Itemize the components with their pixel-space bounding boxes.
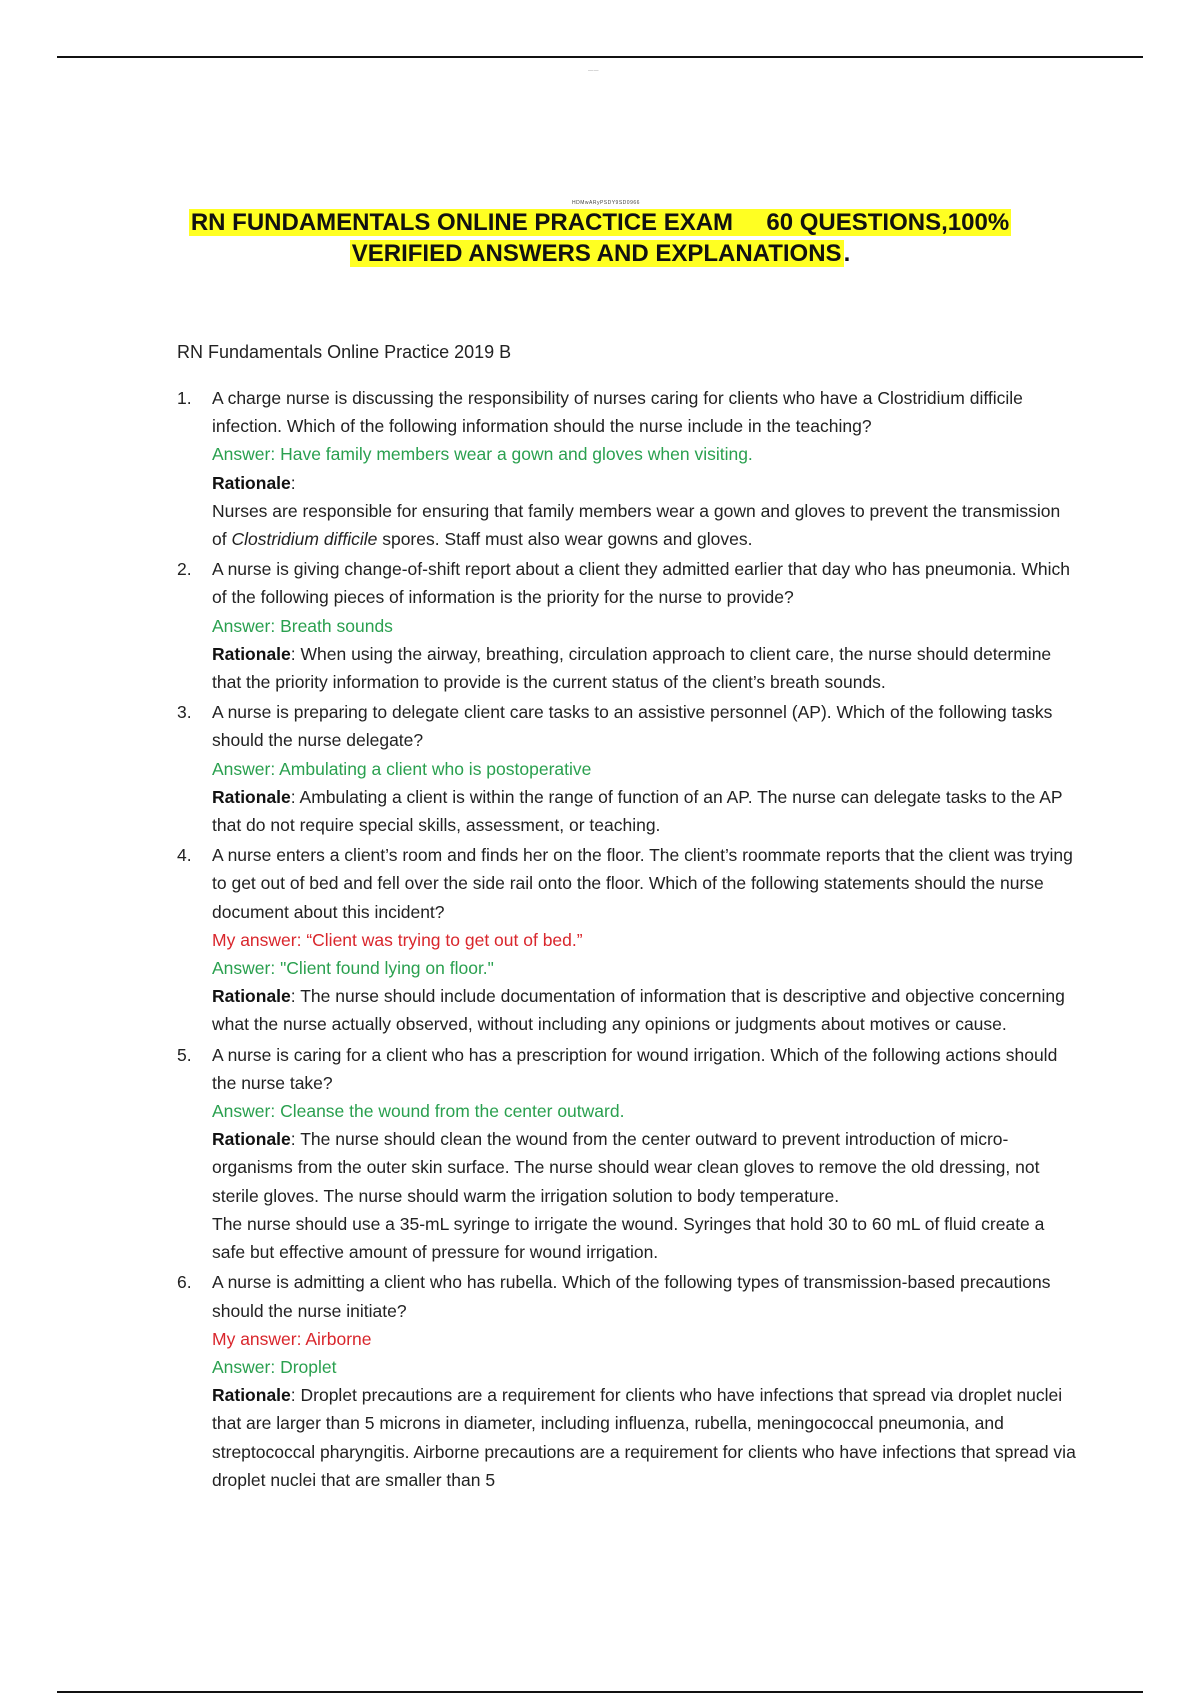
correct-answer: Answer: Ambulating a client who is postoperative — [212, 758, 592, 779]
question-number: 6. — [177, 1272, 192, 1293]
rationale-text: Rationale: The nurse should include documentation of information that is descriptive and objective concerning what the nurse actually observed, without including any opinions or judgments about motives or cause. — [212, 986, 1065, 1035]
question-number: 2. — [177, 559, 192, 580]
question-list — [177, 384, 1077, 1496]
header-mark: —— — [588, 68, 599, 74]
question-text: A nurse is caring for a client who has a prescription for wound irrigation. Which of the following actions should the nurse take? — [212, 1044, 1058, 1093]
rationale-text: Rationale: The nurse should clean the wound from the center outward to prevent introduction of micro-organisms from the outer skin surface. The nurse should wear clean gloves to remove the old dressing, not sterile gloves. The nurse should warm the irrigation solution to body temperature. — [212, 1129, 1040, 1206]
question-number: 1. — [177, 388, 192, 408]
question-text: A nurse is admitting a client who has rubella. Which of the following types of transmission-based precautions should the nurse initiate? — [212, 1272, 1051, 1321]
question-item — [177, 1041, 1077, 1267]
document-title: RN FUNDAMENTALS ONLINE PRACTICE EXAM 60 QUESTIONS,100% VERIFIED ANSWERS AND EXPLANATIONS. — [190, 209, 1010, 267]
my-answer: My answer: Airborne — [212, 1328, 372, 1349]
correct-answer: Answer: Cleanse the wound from the center outward. — [212, 1101, 625, 1122]
correct-answer: Answer: "Client found lying on floor." — [212, 958, 494, 979]
bottom-rule — [57, 1691, 1143, 1693]
correct-answer: Answer: Droplet — [212, 1356, 337, 1377]
question-text: A nurse is preparing to delegate client care tasks to an assistive personnel (AP). Which of the following tasks should the nurse delegate? — [212, 702, 1053, 751]
title-line-2: VERIFIED ANSWERS AND EXPLANATIONS — [351, 240, 842, 267]
question-item — [177, 698, 1077, 839]
rationale-text: Rationale: Droplet precautions are a requirement for clients who have infections that spread via droplet nuclei that are larger than 5 microns in diameter, including influenza, rubella, meningococcal pneumonia, and streptococcal pharyngitis. Airborne precautions are a requirement for clients who have infections that spread via droplet nuclei that are smaller than 5 — [212, 1385, 1076, 1490]
question-item — [177, 555, 1077, 696]
question-number: 4. — [177, 845, 192, 866]
document-code: HDMwARyPSDY9SD0966 — [572, 200, 640, 206]
correct-answer: Answer: Breath sounds — [212, 615, 393, 636]
rationale-text: Nurses are responsible for ensuring that family members wear a gown and gloves to prevent the transmission of Clostridium difficile spores. Staff must also wear gowns and gloves. — [212, 500, 1061, 550]
question-number: 3. — [177, 702, 192, 723]
title-line-1: RN FUNDAMENTALS ONLINE PRACTICE EXAM 60 QUESTIONS,100% — [190, 209, 1010, 236]
rationale-heading: Rationale: — [212, 472, 296, 493]
rationale-text: Rationale: Ambulating a client is within the range of function of an AP. The nurse can delegate tasks to the AP that do not require special skills, assessment, or teaching. — [212, 786, 1063, 836]
rationale-extra: The nurse should use a 35-mL syringe to irrigate the wound. Syringes that hold 30 to 60 mL of fluid create a safe but effective amount of pressure for wound irrigation. — [212, 1213, 1045, 1263]
top-rule — [57, 56, 1143, 58]
my-answer: My answer: “Client was trying to get out of bed.” — [212, 929, 583, 950]
question-text: A charge nurse is discussing the responsibility of nurses caring for clients who have a Clostridium difficile infection. Which of the following information should the nurse include in the teaching? — [212, 388, 1023, 437]
question-text: A nurse is giving change-of-shift report about a client they admitted earlier that day who has pneumonia. Which of the following pieces of information is the priority for the nurse to provide? — [212, 559, 1070, 608]
question-item — [177, 1268, 1077, 1494]
question-number: 5. — [177, 1044, 192, 1065]
document-subtitle: RN Fundamentals Online Practice 2019 B — [177, 342, 512, 362]
question-item — [177, 384, 1077, 553]
rationale-text: Rationale: When using the airway, breathing, circulation approach to client care, the nurse should determine that the priority information to provide is the current status of the client’s breath sounds. — [212, 643, 1052, 693]
question-item — [177, 841, 1077, 1038]
correct-answer: Answer: Have family members wear a gown and gloves when visiting. — [212, 444, 753, 465]
question-text: A nurse enters a client’s room and finds her on the floor. The client’s roommate reports that the client was trying to get out of bed and fell over the side rail onto the floor. Which of the following statements should the nurse document about this incident? — [212, 845, 1073, 922]
